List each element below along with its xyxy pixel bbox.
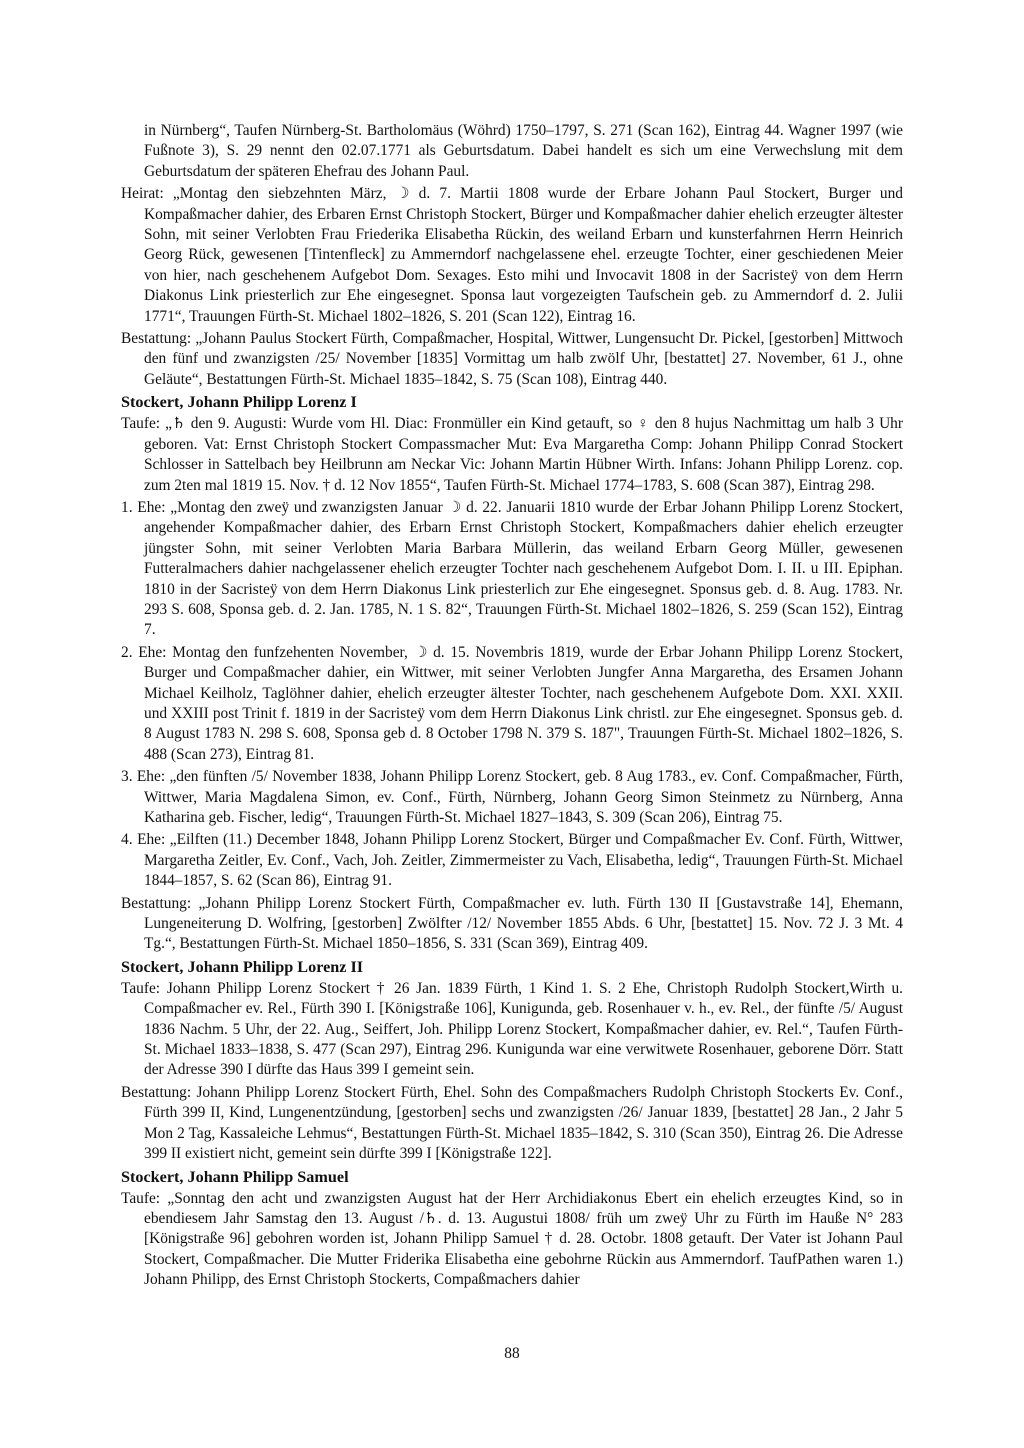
taufe-entry: Taufe: „♄ den 9. Augusti: Wurde vom Hl. Diac: Fronmüller ein Kind getauft, so ♀ den 8 hujus Nachmittag um halb 3 Uhr geboren. Vat: Ernst Christoph Stockert Compassmacher Mut: Eva Margaretha Comp: Johann Philipp Conrad Stockert Schlosser in Sattelbach bey Heilbrunn am Neckar Vic: Johann Martin Hübner Wirth. Infans: Johann Philipp Lorenz. cop. zum 2ten mal 1819 15. Nov. † d. 12 Nov 1855“, Taufen Fürth-St. Michael 1774–1783, S. 608 (Scan 387), Eintrag 298. — [121, 415, 903, 494]
section-heading: Stockert, Johann Philipp Lorenz II — [121, 957, 364, 976]
intro-continuation: in Nürnberg“, Taufen Nürnberg-St. Bartholomäus (Wöhrd) 1750–1797, S. 271 (Scan 162), Eintrag 44. Wagner 1997 (wie Fußnote 3), S. 29 nennt den 02.07.1771 als Geburtsdatum. Dabei handelt es sich um eine Verwechslung mit dem Geburtsdatum der späteren Ehefrau des Johann Paul. — [144, 122, 903, 180]
taufe-entry: Taufe: „Sonntag den acht und zwanzigsten August hat der Herr Archidiakonus Ebert ein ehelich erzeugtes Kind, so in ebendiesem Jahr Samstag den 13. August /♄. d. 13. Augustui 1808/ früh um zweӱ Uhr zu Fürth im Hauße N° 283 [Königstraße 96] gebohren worden ist, Johann Philipp Samuel † d. 28. Octobr. 1808 getauft. Der Vater ist Johann Paul Stockert, Compaßmacher. Die Mutter Friderika Elisabetha eine gebohrne Rückin aus Ammerndorf. TaufPathen waren 1.) Johann Philipp, des Ernst Christoph Stockerts, Compaßmachers dahier — [121, 1189, 903, 1289]
page-number: 88 — [504, 1345, 520, 1362]
bestattung-entry: Bestattung: „Johann Philipp Lorenz Stockert Fürth, Compaßmacher ev. luth. Fürth 130 II [Gustavstraße 14], Ehemann, Lungeneiterung D. Wolfring, [gestorben] Zwölfter /12/ November 1855 Abds. 6 Uhr, [bestattet] 15. Nov. 72 J. 3 Mt. 4 Tg.“, Bestattungen Fürth-St. Michael 1850–1856, S. 331 (Scan 369), Eintrag 409. — [121, 894, 903, 953]
ehe-4-entry: 4. Ehe: „Eilften (11.) December 1848, Johann Philipp Lorenz Stockert, Bürger und Compaßmacher Ev. Conf. Fürth, Wittwer, Margaretha Zeitler, Ev. Conf., Vach, Joh. Zeitler, Zimmermeister zu Vach, Elisabetha, ledig“, Trauungen Fürth-St. Michael 1844–1857, S. 62 (Scan 86), Eintrag 91. — [121, 831, 903, 890]
ehe-3-entry: 3. Ehe: „den fünften /5/ November 1838, Johann Philipp Lorenz Stockert, geb. 8 Aug 1783., ev. Conf. Compaßmacher, Fürth, Wittwer, Maria Magdalena Simon, ev. Conf., Fürth, Nürnberg, Johann Georg Simon Steinmetz zu Nürnberg, Anna Katharina geb. Fischer, ledig“, Trauungen Fürth-St. Michael 1827–1843, S. 309 (Scan 206), Eintrag 75. — [121, 768, 903, 826]
section-heading: Stockert, Johann Philipp Lorenz I — [121, 393, 357, 412]
section-heading: Stockert, Johann Philipp Samuel — [121, 1167, 349, 1186]
ehe-2-entry: 2. Ehe: Montag den funfzehenten November, ☽ d. 15. Novembris 1819, wurde der Erbar Johann Philipp Lorenz Stockert, Burger und Compaßmacher dahier, ein Wittwer, mit seiner Verlobten Jungfer Anna Margaretha, des Ersamen Johann Michael Keilholz, Taglöhner dahier, ehelich erzeugter ältester Tochter, nach geschehenem Aufgebote Dom. XXI. XXII. und XXIII post Trinit f. 1819 in der Sacristeӱ vom dem Herrn Diakonus Link christl. zur Ehe eingesegnet. Sponsus geb. d. 8 August 1783 N. 298 S. 608, Sponsa geb d. 8 October 1798 N. 379 S. 187", Trauungen Fürth-St. Michael 1802–1826, S. 488 (Scan 273), Eintrag 81. — [121, 643, 903, 763]
heirat-entry: Heirat: „Montag den siebzehnten März, ☽ d. 7. Martii 1808 wurde der Erbare Johann Paul Stockert, Burger und Kompaßmacher dahier, des Erbaren Ernst Christoph Stockert, Bürger und Kompaßmacher dahier ehelich erzeugter ältester Sohn, mit seiner Verlobten Frau Friederika Elisabetha Rückin, des weiland Erbarn und kunsterfahrnen Herrn Heinrich Georg Rück, gewesenen [Tintenfleck] zu Ammerndorf nachgelassene ehel. erzeugte Tochter, einer geschiedenen Meier von hier, nach geschehenem Aufgebot Dom. Sexages. Esto mihi und Invocavit 1808 in der Sacristeӱ von dem Herrn Diakonus Link priesterlich zur Ehe eingesegnet. Sponsa laut vorgezeigten Taufschein geb. zu Ammerndorf d. 2. Julii 1771“, Trauungen Fürth-St. Michael 1802–1826, S. 201 (Scan 122), Eintrag 16. — [121, 185, 903, 325]
bestattung-entry: Bestattung: Johann Philipp Lorenz Stockert Fürth, Ehel. Sohn des Compaßmachers Rudolph Christoph Stockerts Ev. Conf., Fürth 399 II, Kind, Lungenentzündung, [gestorben] sechs und zwanzigsten /26/ Januar 1839, [bestattet] 28 Jan., 2 Jahr 5 Mon 2 Tag, Kassaleiche Lehmus“, Bestattungen Fürth-St. Michael 1835–1842, S. 310 (Scan 350), Eintrag 26. Die Adresse 399 II existiert nicht, gemeint sein dürfte 399 I [Königstraße 122]. — [121, 1083, 903, 1163]
document-page — [121, 121, 903, 1293]
taufe-entry: Taufe: Johann Philipp Lorenz Stockert † 26 Jan. 1839 Fürth, 1 Kind 1. S. 2 Ehe, Christoph Rudolph Stockert,Wirth u. Compaßmacher ev. Rel., Fürth 390 I. [Königstraße 106], Kunigunda, geb. Rosenhauer v. h., ev. Rel., der fünfte /5/ August 1836 Nachm. 5 Uhr, der 22. Aug., Seiffert, Joh. Philipp Lorenz Stockert, Kompaßmacher dahier, ev. Rel.“, Taufen Fürth-St. Michael 1833–1838, S. 477 (Scan 297), Eintrag 296. Kunigunda war eine verwitwete Rosenhauer, geborene Dörr. Statt der Adresse 390 I dürfte das Haus 399 I gemeint sein. — [121, 979, 903, 1079]
ehe-1-entry: 1. Ehe: „Montag den zweӱ und zwanzigsten Januar ☽ d. 22. Januarii 1810 wurde der Erbar Johann Philipp Lorenz Stockert, angehender Kompaßmacher dahier, des Erbarn Ernst Christoph Stockert, Kompaßmachers dahier ehelich erzeugter jüngster Sohn, mit seiner Verlobten Maria Barbara Müllerin, das weiland Erbarn Georg Müller, gewesenen Futteralmachers dahier nachgelassener ehelich erzeugter Tochter nach geschehenem Aufgebot Dom. I. II. u III. Epiphan. 1810 in der Sacristeӱ von dem Herrn Diakonus Link priesterlich zur Ehe eingesegnet. Sponsus geb. d. 8. Aug. 1783. Nr. 293 S. 608, Sponsa geb. d. 2. Jan. 1785, N. 1 S. 82“, Trauungen Fürth-St. Michael 1802–1826, S. 259 (Scan 152), Eintrag 7. — [121, 498, 903, 639]
bestattung-entry: Bestattung: „Johann Paulus Stockert Fürth, Compaßmacher, Hospital, Wittwer, Lungensucht Dr. Pickel, [gestorben] Mittwoch den fünf und zwanzigsten /25/ November [1835] Vormittag um halb zwölf Uhr, [bestattet] 27. November, 61 J., ohne Geläute“, Bestattungen Fürth-St. Michael 1835–1842, S. 75 (Scan 108), Eintrag 440. — [121, 330, 903, 388]
